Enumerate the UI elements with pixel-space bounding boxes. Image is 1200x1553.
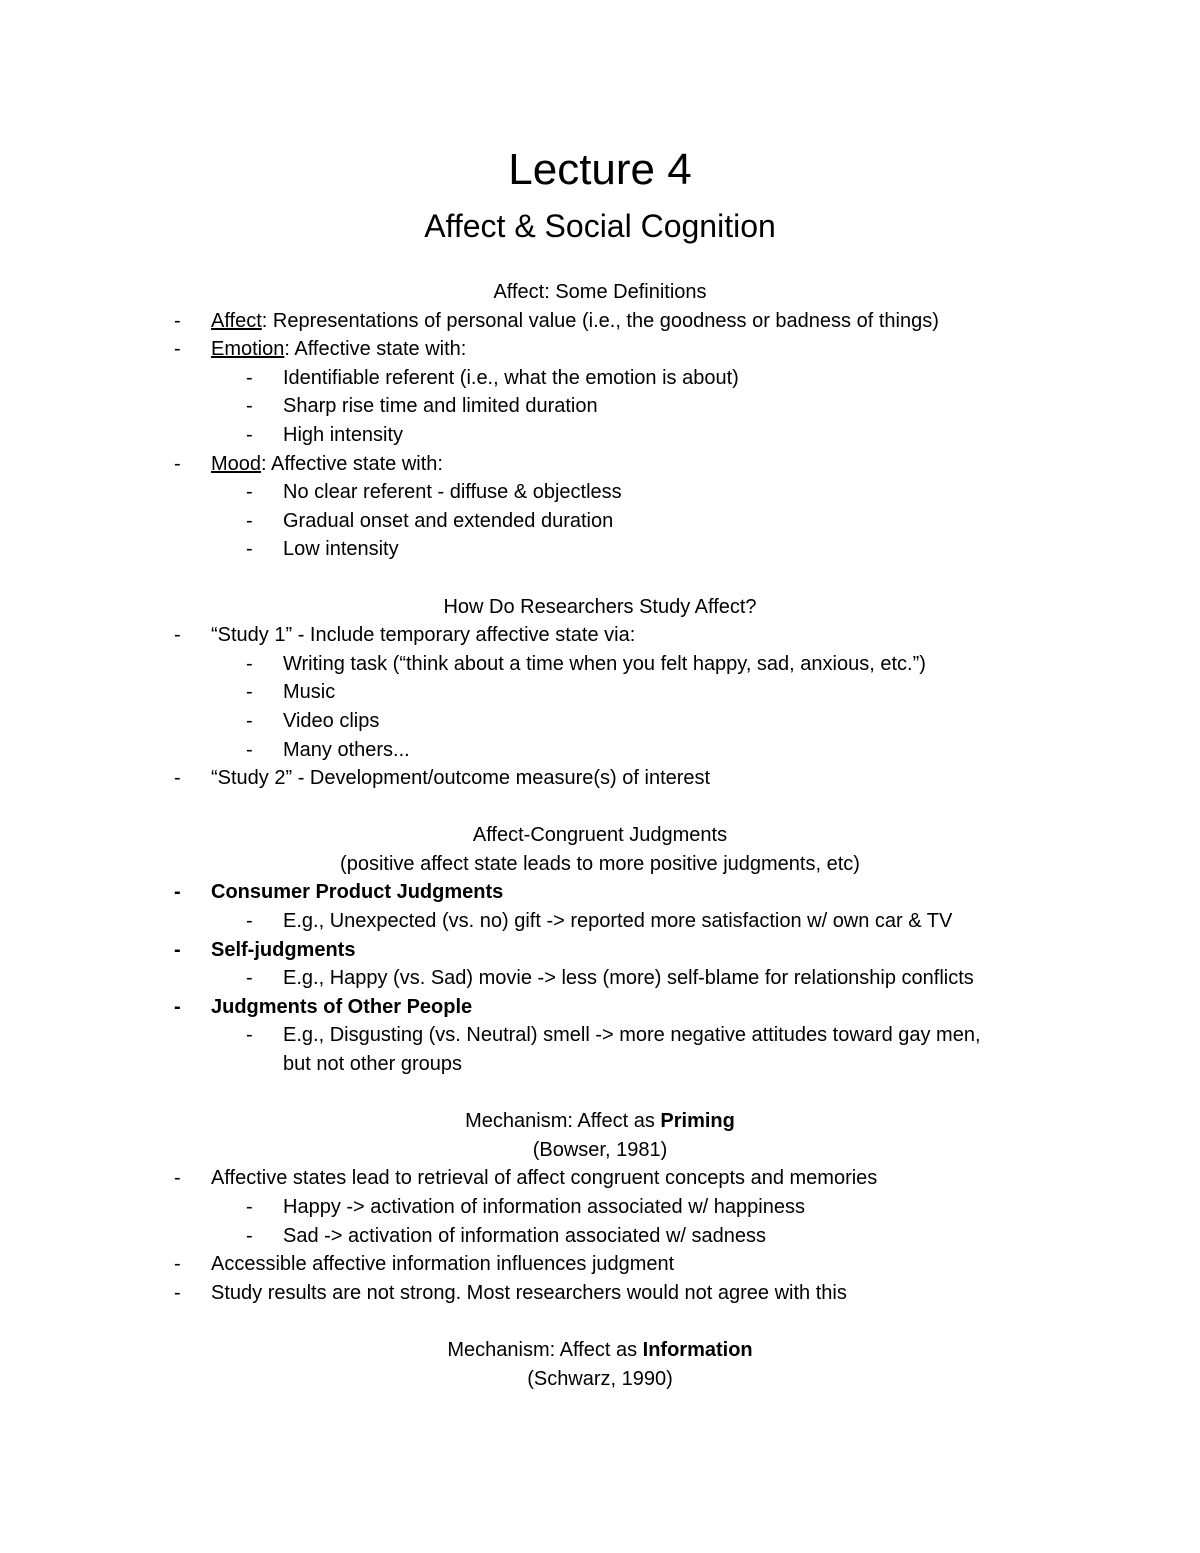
list-item: Video clips [283,709,380,732]
bullet-study2 [0,764,1200,793]
bullet-dash: - [174,995,181,1018]
list-item: Self-judgments [211,938,356,961]
sub-bullet [0,1222,1200,1251]
bullet-dash: - [246,538,253,561]
bullet-dash: - [174,938,181,961]
citation: (Bowser, 1981) [532,1138,668,1161]
bullet-others [0,993,1200,1022]
bullet-dash: - [246,395,253,418]
bullet-study1 [0,621,1200,650]
term-affect: Affect [211,309,262,332]
section-heading-research: How Do Researchers Study Affect? [443,595,757,618]
heading-prefix: Mechanism: Affect as [447,1338,643,1361]
bullet-retrieval [0,1164,1200,1193]
list-item: Sad -> activation of information associated w/ sadness [283,1224,767,1247]
bullet-dash: - [246,652,253,675]
bullet-dash: - [246,738,253,761]
list-item: E.g., Disgusting (vs. Neutral) smell -> more negative attitudes toward gay men, [283,1024,981,1047]
sub-bullet [0,392,1200,421]
document-subtitle: Affect & Social Cognition [424,208,776,244]
bullet-dash: - [246,481,253,504]
definition-mood: : Affective state with: [261,452,443,475]
bullet-dash: - [174,338,181,361]
list-item: but not other groups [283,1053,463,1076]
sub-bullet [0,907,1200,936]
sub-bullet [0,650,1200,679]
definition-affect: : Representations of personal value (i.e., the goodness or badness of things) [261,309,939,332]
list-item: Music [283,681,336,704]
list-item: Sharp rise time and limited duration [283,395,598,418]
sub-bullet [0,507,1200,536]
list-item: Low intensity [283,538,399,561]
list-item: Accessible affective information influences judgment [211,1253,675,1276]
bullet-dash: - [246,509,253,532]
list-item: High intensity [283,423,404,446]
bullet-dash: - [246,967,253,990]
list-item: No clear referent - diffuse & objectless [283,481,622,504]
bullet-dash: - [174,452,181,475]
bullet-mood [0,450,1200,479]
citation: (Schwarz, 1990) [527,1367,673,1390]
bullet-dash: - [246,1024,253,1047]
bullet-accessible [0,1250,1200,1279]
bullet-consumer [0,878,1200,907]
list-item: Identifiable referent (i.e., what the emotion is about) [283,366,739,389]
sub-bullet [0,421,1200,450]
list-item: Judgments of Other People [211,995,473,1018]
list-item: E.g., Unexpected (vs. no) gift -> reported more satisfaction w/ own car & TV [283,910,953,933]
section-subheading-judgments: (positive affect state leads to more positive judgments, etc) [340,852,860,875]
document-body [0,278,1200,1393]
sub-bullet [0,678,1200,707]
bullet-dash: - [174,309,181,332]
blank-line [0,793,1200,822]
section-heading-priming [0,1107,1200,1136]
bullet-dash: - [246,709,253,732]
sub-bullet [0,1021,1200,1050]
bullet-dash: - [246,1196,253,1218]
list-item: Gradual onset and extended duration [283,509,614,532]
sub-bullet [0,707,1200,736]
section-heading-judgments: Affect-Congruent Judgments [472,824,728,847]
list-item: Happy -> activation of information associated w/ happiness [283,1196,805,1218]
bullet-dash: - [174,767,181,790]
heading-keyword: Priming [660,1110,735,1133]
sub-bullet-continuation [0,1050,1200,1079]
term-emotion: Emotion [211,338,285,361]
bullet-dash: - [246,1224,253,1247]
sub-bullet [0,736,1200,765]
heading-prefix: Mechanism: Affect as [465,1110,661,1133]
bullet-self [0,936,1200,965]
bullet-dash: - [174,1253,181,1276]
section-heading-definitions: Affect: Some Definitions [493,281,707,303]
list-item: E.g., Happy (vs. Sad) movie -> less (more) self-blame for relationship conflicts [283,967,974,990]
list-item: “Study 1” - Include temporary affective state via: [211,624,636,647]
sub-bullet [0,964,1200,993]
bullet-dash: - [246,423,253,446]
bullet-results [0,1279,1200,1308]
list-item: Many others... [283,738,410,761]
bullet-emotion [0,335,1200,364]
sub-bullet [0,478,1200,507]
bullet-dash: - [174,881,181,904]
bullet-dash: - [246,366,253,389]
definition-emotion: : Affective state with: [284,338,467,361]
bullet-affect [0,307,1200,336]
section-heading-information [0,1336,1200,1365]
blank-line [0,1307,1200,1336]
sub-bullet [0,1193,1200,1222]
bullet-dash: - [174,624,181,647]
term-mood: Mood [211,452,262,475]
list-item: Writing task (“think about a time when you felt happy, sad, anxious, etc.”) [283,652,926,675]
list-item: Affective states lead to retrieval of affect congruent concepts and memories [211,1167,878,1190]
sub-bullet [0,364,1200,393]
bullet-dash: - [174,1281,181,1304]
list-item: Study results are not strong. Most researchers would not agree with this [211,1281,847,1304]
bullet-dash: - [174,1167,181,1190]
bullet-dash: - [246,910,253,933]
heading-keyword: Information [642,1338,753,1361]
blank-line [0,1079,1200,1108]
blank-line [0,564,1200,593]
bullet-dash: - [246,681,253,704]
sub-bullet [0,535,1200,564]
list-item: Consumer Product Judgments [211,881,504,904]
list-item: “Study 2” - Development/outcome measure(s) of interest [211,767,711,790]
document-title: Lecture 4 [508,145,692,194]
